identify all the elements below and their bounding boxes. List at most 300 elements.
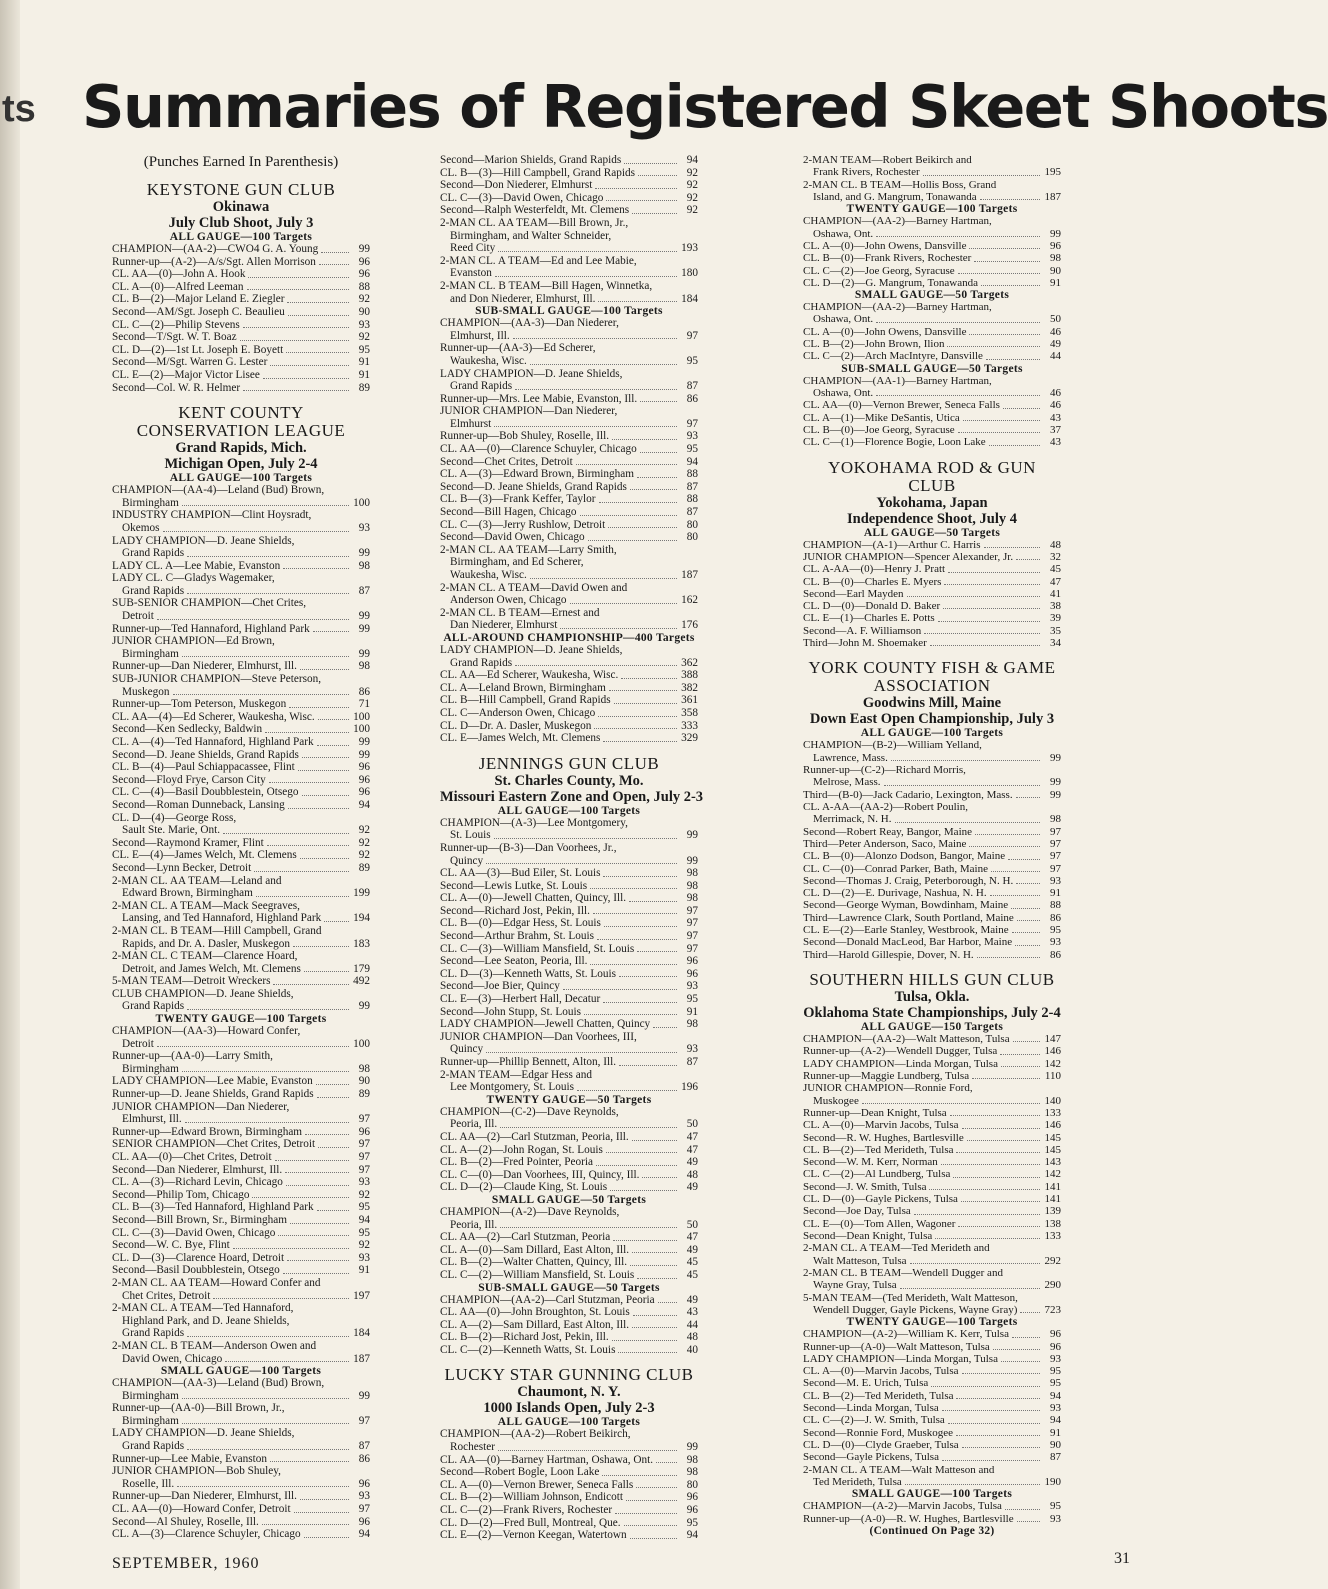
result-text: CL. A—Leland Brown, Birmingham — [440, 681, 606, 694]
result-line — [112, 1227, 370, 1240]
result-text: CL. E—(2)—Earle Stanley, Westbrook, Maine — [803, 924, 1009, 937]
leader-dots — [969, 334, 1040, 335]
result-text: CL. B—(2)—Major Leland E. Ziegler — [112, 293, 285, 306]
leader-dots — [177, 1486, 349, 1487]
result-entry — [440, 179, 698, 192]
result-text-cont: Wayne Gray, Tulsa — [813, 1279, 897, 1292]
result-line — [112, 887, 370, 900]
result-entry — [803, 1365, 1061, 1377]
score: 92 — [358, 849, 370, 862]
result-text-cont: David Owen, Chicago — [122, 1352, 223, 1365]
gauge-heading: ALL GAUGE—50 Targets — [863, 526, 1001, 539]
result-text: SUB-JUNIOR CHAMPION—Steve Peterson, — [112, 673, 322, 686]
score: 361 — [681, 694, 698, 707]
leader-dots — [914, 1214, 1040, 1215]
leader-dots — [630, 1538, 677, 1539]
result-text-cont: Grand Rapids — [122, 547, 185, 560]
result-entry — [440, 1106, 698, 1131]
result-text-cont: Rapids, and Dr. A. Dasler, Muskegon — [122, 937, 290, 950]
result-line — [440, 481, 698, 494]
result-line — [440, 892, 698, 905]
score: 92 — [686, 191, 698, 204]
result-text: CHAMPION—(AA-2)—Barney Hartman, — [803, 301, 992, 314]
result-line — [803, 1451, 1061, 1463]
result-line — [112, 912, 370, 925]
result-text: Second—Floyd Frye, Carson City — [112, 773, 266, 786]
result-entry — [440, 892, 698, 905]
result-line — [803, 1500, 1061, 1512]
club-location: Grand Rapids, Mich. — [175, 440, 307, 457]
result-line — [803, 752, 1061, 764]
result-entry — [803, 912, 1061, 924]
score: 89 — [358, 861, 370, 874]
score: 142 — [1044, 1057, 1061, 1070]
result-text: CL. A—(4)—Ted Hannaford, Highland Park — [112, 736, 314, 748]
result-entry — [112, 243, 370, 256]
result-text: Second—Marion Shields, Grand Rapids — [440, 154, 622, 166]
result-text: CL. C—(2)—Joe Georg, Syracuse — [803, 264, 955, 277]
result-line — [440, 1181, 698, 1194]
result-text: CL. C—(3)—Jerry Rushlow, Detroit — [440, 518, 606, 531]
result-line — [803, 228, 1061, 240]
result-text: CL. C—(2)—Kenneth Watts, St. Louis — [440, 1343, 616, 1356]
leader-dots — [637, 951, 677, 952]
result-entry — [803, 936, 1061, 948]
result-entry — [803, 1464, 1061, 1489]
score: 95 — [358, 1226, 370, 1239]
result-entry — [440, 481, 698, 494]
result-line — [112, 824, 370, 837]
score: 145 — [1044, 1143, 1061, 1156]
result-line — [440, 1479, 698, 1492]
result-line — [440, 519, 698, 532]
score: 95 — [1050, 924, 1061, 937]
leader-dots — [907, 596, 1041, 597]
score: 93 — [1050, 1402, 1061, 1415]
result-entry — [803, 215, 1061, 240]
result-line — [440, 1043, 698, 1056]
result-line — [440, 154, 698, 167]
result-line — [803, 936, 1061, 948]
leader-dots — [962, 1128, 1040, 1129]
result-line — [440, 393, 698, 406]
score: 99 — [686, 1441, 698, 1454]
result-line — [440, 1517, 698, 1530]
result-entry — [112, 862, 370, 875]
result-entry — [112, 1138, 370, 1151]
result-entry — [803, 301, 1061, 326]
result-text: CL. C—(1)—Florence Bogie, Loon Lake — [803, 436, 986, 449]
result-line — [440, 980, 698, 993]
leader-dots — [603, 876, 677, 877]
result-text-cont: Grand Rapids — [122, 1000, 185, 1013]
leader-dots — [515, 389, 677, 390]
result-text: CL. C—(2)—Arch MacIntyre, Dansville — [803, 350, 983, 363]
result-line — [440, 556, 698, 569]
result-line — [112, 1138, 370, 1151]
club-location: St. Charles County, Mo. — [494, 772, 644, 789]
result-text: CHAMPION—(A-2)—William K. Kerr, Tulsa — [803, 1328, 1009, 1341]
result-text: CL. A—(0)—John Owens, Dansville — [803, 325, 967, 338]
result-entry — [112, 484, 370, 509]
score: 96 — [358, 773, 370, 786]
result-line — [440, 1056, 698, 1069]
result-entry — [803, 1439, 1061, 1451]
result-line — [112, 837, 370, 850]
result-entry — [440, 582, 698, 607]
result-text: CHAMPION—(AA-1)—Barney Hartman, — [803, 374, 992, 387]
score: 99 — [358, 243, 370, 255]
score: 48 — [686, 1331, 698, 1344]
leader-dots — [300, 858, 349, 859]
score: 195 — [1044, 166, 1061, 179]
result-text: 2-MAN CL. A TEAM—Ted Merideth and — [803, 1242, 990, 1255]
result-entry — [112, 749, 370, 762]
score: 96 — [358, 268, 370, 281]
score: 95 — [686, 993, 698, 1006]
result-text: CL. A—(0)—Vernon Brewer, Seneca Falls — [440, 1478, 634, 1491]
score: 92 — [358, 824, 370, 837]
club-name: SOUTHERN HILLS GUN CLUB — [809, 970, 1055, 989]
score: 86 — [1050, 911, 1061, 924]
result-line — [803, 1328, 1061, 1340]
score: 145 — [1044, 1131, 1061, 1144]
score: 49 — [1050, 338, 1061, 351]
result-entry — [803, 850, 1061, 862]
result-line — [440, 569, 698, 582]
score: 93 — [1050, 936, 1061, 949]
result-line — [803, 387, 1061, 399]
result-text: LADY CHAMPION—Linda Morgan, Tulsa — [803, 1352, 998, 1365]
result-entry — [803, 1414, 1061, 1426]
leader-dots — [638, 175, 677, 176]
score: 95 — [686, 443, 698, 456]
result-text: Runner-up—(A-0)—R. W. Hughes, Bartlesville — [803, 1512, 1014, 1525]
result-entry — [803, 1513, 1061, 1525]
column-2 — [440, 154, 704, 1542]
leader-dots — [963, 420, 1040, 421]
result-text: LADY CHAMPION—D. Jeane Shields, — [112, 1427, 295, 1440]
result-entry — [112, 1427, 370, 1452]
result-text: CL. A—(1)—Mike DeSantis, Utica — [803, 411, 960, 424]
score: 492 — [353, 975, 370, 988]
result-entry — [112, 925, 370, 950]
result-entry — [112, 256, 370, 269]
leader-dots — [969, 846, 1040, 847]
leader-dots — [958, 1226, 1040, 1227]
result-line — [112, 1478, 370, 1491]
result-text-cont: Evanston — [450, 267, 492, 280]
leader-dots — [305, 1134, 349, 1135]
score: 139 — [1044, 1205, 1061, 1218]
result-entry — [803, 1132, 1061, 1144]
result-entry — [803, 1181, 1061, 1193]
result-text-cont: Muskegon — [122, 685, 170, 698]
leader-dots — [163, 531, 350, 532]
result-entry — [440, 1294, 698, 1307]
score: 87 — [1050, 1451, 1061, 1464]
result-entry — [803, 1033, 1061, 1045]
result-text: CL. B—Hill Campbell, Grand Rapids — [440, 694, 611, 707]
result-text: CL. C—(2)—Philip Stevens — [112, 318, 240, 331]
result-text: CL. AA—(0)—Howard Confer, Detroit — [112, 1503, 291, 1516]
score: 187 — [1044, 190, 1061, 203]
result-line — [803, 1341, 1061, 1353]
score: 43 — [686, 1306, 698, 1319]
result-entry — [803, 625, 1061, 637]
score: 94 — [358, 1528, 370, 1541]
score: 87 — [686, 506, 698, 519]
leader-dots — [975, 834, 1040, 835]
result-line — [803, 1304, 1061, 1316]
result-line — [112, 1264, 370, 1277]
score: 99 — [686, 829, 698, 842]
result-line — [803, 1279, 1061, 1291]
result-text: CL. A-AA—(AA-2)—Robert Poulin, — [803, 800, 968, 813]
result-text: LADY CL. C—Gladys Wagemaker, — [112, 572, 275, 585]
result-line — [803, 1255, 1061, 1267]
score: 91 — [1050, 887, 1061, 900]
result-text: CL. B—(0)—Frank Rivers, Rochester — [803, 252, 972, 265]
score: 97 — [358, 1113, 370, 1126]
leader-dots — [287, 1260, 349, 1261]
result-line — [440, 418, 698, 431]
leader-dots — [990, 895, 1040, 896]
result-entry — [440, 644, 698, 669]
result-line — [112, 356, 370, 369]
result-entry — [440, 443, 698, 456]
result-line — [440, 192, 698, 205]
result-entry — [440, 1479, 698, 1492]
result-line — [803, 1205, 1061, 1217]
result-text: CL. B—(2)—Fred Pointer, Peoria — [440, 1156, 593, 1169]
result-line — [112, 1164, 370, 1177]
result-line — [112, 268, 370, 281]
leader-dots — [947, 346, 1040, 347]
result-entry — [440, 204, 698, 217]
result-entry — [112, 369, 370, 382]
leader-dots — [862, 1103, 1040, 1104]
leader-dots — [986, 359, 1040, 360]
result-line — [440, 1006, 698, 1019]
score: 87 — [686, 480, 698, 493]
leader-dots — [1017, 920, 1040, 921]
leader-dots — [500, 1227, 677, 1228]
result-line — [440, 619, 698, 632]
result-entry — [112, 623, 370, 636]
result-text-cont: Elmhurst, Ill. — [122, 1113, 182, 1126]
result-text: Second—Don Niederer, Elmhurst — [440, 179, 593, 192]
leader-dots — [570, 603, 677, 604]
leader-dots — [1000, 1054, 1040, 1055]
result-line — [440, 1306, 698, 1319]
score: 99 — [358, 610, 370, 623]
leader-dots — [233, 1248, 349, 1249]
result-text-cont: Detroit, and James Welch, Mt. Clemens — [122, 962, 301, 975]
result-text-cont: Birmingham, and Ed Scherer, — [450, 556, 584, 569]
result-text-cont: Peoria, Ill. — [450, 1118, 498, 1131]
score: 98 — [358, 660, 370, 673]
result-line — [803, 1193, 1061, 1205]
score: 91 — [358, 368, 370, 381]
result-line — [440, 1529, 698, 1542]
gauge-heading: SMALL GAUGE—100 Targets — [851, 1488, 1013, 1501]
leader-dots — [633, 1315, 677, 1316]
result-entry — [803, 576, 1061, 588]
score: 88 — [1050, 899, 1061, 912]
result-text: Second—W. M. Kerr, Norman — [803, 1156, 938, 1169]
result-line — [440, 732, 698, 745]
score: 92 — [686, 166, 698, 179]
result-entry — [803, 887, 1061, 899]
leader-dots — [1012, 1337, 1040, 1338]
result-text: SUB-SENIOR CHAMPION—Chet Crites, — [112, 597, 307, 610]
result-text: CL. A—(0)—Marvin Jacobs, Tulsa — [803, 1119, 959, 1132]
score: 95 — [686, 1516, 698, 1529]
result-entry — [440, 1131, 698, 1144]
result-entry — [440, 317, 698, 342]
result-text: Waukesha, Wisc. — [450, 569, 527, 581]
result-line — [112, 1252, 370, 1265]
score: 94 — [358, 1213, 370, 1226]
leader-dots — [619, 976, 677, 977]
result-text: CHAMPION—(AA-2)—Carl Stutzman, Peoria — [440, 1293, 655, 1306]
result-entry — [440, 1181, 698, 1194]
leader-dots — [989, 445, 1040, 446]
result-entry — [440, 1006, 698, 1019]
leader-dots — [624, 1525, 677, 1526]
result-line — [440, 1018, 698, 1031]
leader-dots — [240, 340, 349, 341]
score: 194 — [353, 912, 370, 925]
result-entry — [803, 350, 1061, 362]
result-text: Runner-up—Edward Brown, Birmingham — [112, 1125, 303, 1138]
result-text: Second—Ralph Westerfeldt, Mt. Clemens — [440, 204, 630, 217]
score: 96 — [358, 1125, 370, 1138]
score: 96 — [1050, 1328, 1061, 1341]
result-text-cont: Birmingham — [122, 1389, 179, 1402]
result-line — [112, 306, 370, 319]
result-entry — [803, 600, 1061, 612]
result-text-cont: Okemos — [122, 521, 160, 534]
result-text: CL. D—(2)—1st Lt. Joseph E. Boyett — [112, 343, 284, 356]
score: 333 — [681, 719, 698, 732]
leader-dots — [273, 984, 349, 985]
leader-dots — [958, 432, 1040, 433]
result-text: CL. C—(2)—Frank Rivers, Rochester — [440, 1504, 613, 1517]
result-text: JUNIOR CHAMPION—Dan Niederer, — [440, 405, 618, 418]
result-entry — [112, 535, 370, 560]
result-text-cont: Lawrence, Mass. — [813, 751, 888, 764]
result-text: Second—Lee Seaton, Peoria, Ill. — [440, 955, 588, 968]
leader-dots — [1013, 1041, 1040, 1042]
score: 91 — [1050, 276, 1061, 289]
leader-dots — [977, 957, 1040, 958]
result-line — [112, 547, 370, 560]
result-entry — [440, 506, 698, 519]
result-entry — [440, 943, 698, 956]
result-entry — [440, 154, 698, 167]
result-line — [440, 293, 698, 306]
result-line — [112, 1415, 370, 1428]
result-line — [112, 975, 370, 988]
result-line — [112, 585, 370, 598]
result-line — [803, 1402, 1061, 1414]
result-text: Second—AM/Sgt. Joseph C. Beaulieu — [112, 305, 285, 318]
result-line — [112, 774, 370, 787]
score: 176 — [681, 619, 698, 632]
result-entry — [803, 265, 1061, 277]
leader-dots — [576, 464, 677, 465]
result-line — [803, 399, 1061, 411]
score: 45 — [686, 1256, 698, 1269]
result-entry — [112, 950, 370, 975]
score: 97 — [358, 1503, 370, 1516]
leader-dots — [270, 1461, 349, 1462]
score: 98 — [686, 867, 698, 880]
result-line — [440, 1144, 698, 1157]
result-entry — [112, 344, 370, 357]
leader-dots — [923, 175, 1040, 176]
result-text: CL. A—(0)—Alfred Leeman — [112, 280, 244, 293]
score: 99 — [686, 854, 698, 867]
score: 183 — [353, 937, 370, 950]
club-location: Goodwins Mill, Maine — [862, 695, 1002, 712]
score: 97 — [1050, 850, 1061, 863]
result-entry — [803, 277, 1061, 289]
result-line — [803, 826, 1061, 838]
score: 49 — [686, 1293, 698, 1306]
result-text: Second—Philip Tom, Chicago — [112, 1188, 250, 1201]
result-line — [112, 369, 370, 382]
result-text: CL. A—(3)—Edward Brown, Birmingham — [440, 468, 635, 481]
result-line — [803, 875, 1061, 887]
result-text-cont: Merrimack, N. H. — [813, 813, 892, 826]
score: 146 — [1044, 1119, 1061, 1132]
leader-dots — [283, 1273, 349, 1274]
result-line — [803, 1033, 1061, 1045]
gauge-heading: ALL GAUGE—100 Targets — [169, 231, 313, 243]
score: 90 — [358, 305, 370, 318]
leader-dots — [317, 1210, 349, 1211]
leader-dots — [265, 732, 349, 733]
result-text: 2-MAN CL. A TEAM—Walt Matteson and — [803, 1463, 995, 1476]
result-line — [803, 813, 1061, 825]
result-text: 2-MAN CL. A TEAM—David Owen and — [440, 581, 628, 594]
result-line — [803, 588, 1061, 600]
result-line — [803, 863, 1061, 875]
score: 93 — [358, 521, 370, 534]
result-entry — [440, 1529, 698, 1542]
result-line — [440, 1491, 698, 1504]
leader-dots — [290, 1223, 349, 1224]
result-line — [112, 849, 370, 862]
result-text: CL. D—(3)—Clarence Hoard, Detroit — [112, 1251, 285, 1264]
result-line — [803, 539, 1061, 551]
leader-dots — [1005, 1509, 1040, 1510]
score: 93 — [358, 1490, 370, 1503]
score: 98 — [686, 879, 698, 892]
leader-dots — [942, 1410, 1040, 1411]
result-text: CL. C—(3)—William Mansfield, St. Louis — [440, 942, 635, 955]
result-line — [803, 789, 1061, 801]
result-entry — [112, 1176, 370, 1189]
leader-dots — [223, 833, 349, 834]
score: 94 — [358, 798, 370, 811]
event-name: July Club Shoot, July 3 — [168, 215, 314, 231]
result-line — [112, 1151, 370, 1164]
result-entry — [112, 560, 370, 573]
